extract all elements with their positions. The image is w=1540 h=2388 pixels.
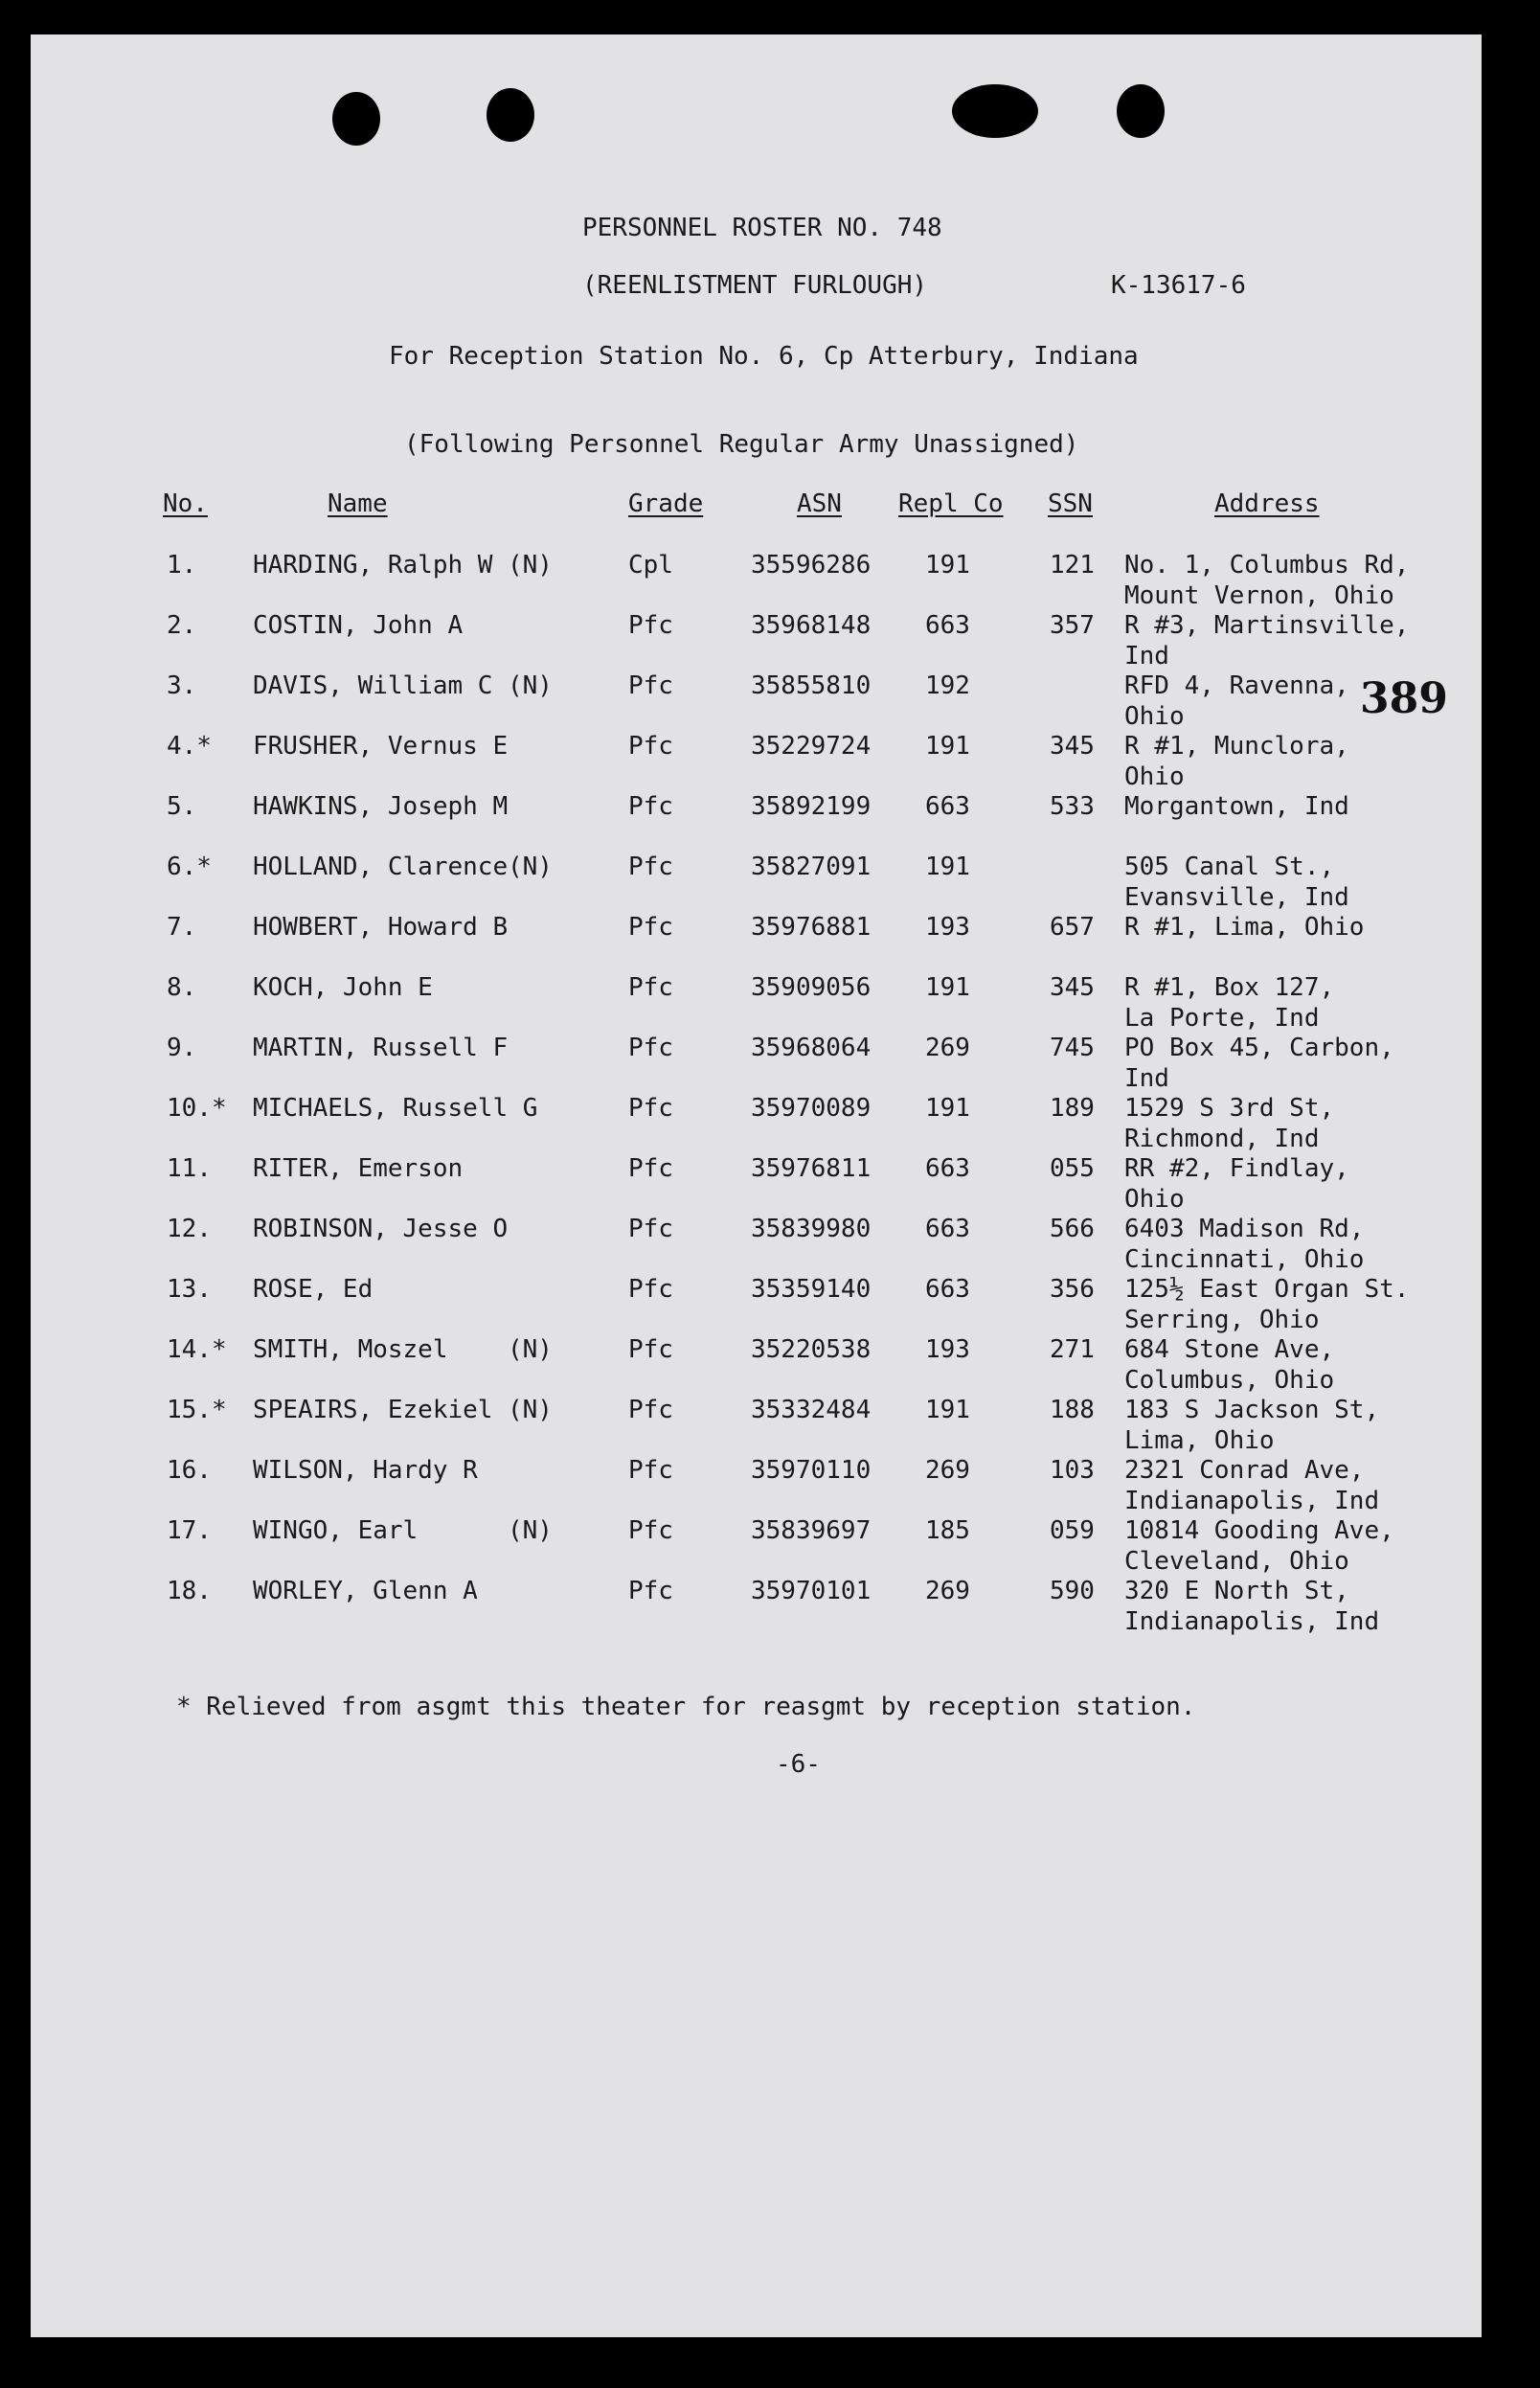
row-address-line1: No. 1, Columbus Rd, (1124, 551, 1410, 580)
row-name: WILSON, Hardy R (253, 1456, 478, 1485)
row-asn: 35970110 (751, 1456, 872, 1485)
row-ssn: 103 (1050, 1456, 1095, 1485)
row-asn: 35970101 (751, 1577, 872, 1605)
row-name: ROSE, Ed (253, 1275, 374, 1304)
personnel-note: (Following Personnel Regular Army Unassigned) (404, 430, 1079, 459)
row-ssn: 357 (1050, 611, 1095, 640)
row-grade: Pfc (628, 1094, 673, 1123)
row-asn: 35968064 (751, 1034, 872, 1062)
row-name: WINGO, Earl (253, 1516, 419, 1545)
row-grade: Pfc (628, 1034, 673, 1062)
row-asn: 35229724 (751, 732, 872, 761)
row-native-flag: (N) (508, 551, 553, 580)
row-grade: Pfc (628, 1516, 673, 1545)
row-number: 13. (167, 1275, 212, 1304)
row-address-line1: 125½ East Organ St. (1124, 1275, 1410, 1304)
row-address-line2: Ind (1124, 1064, 1169, 1093)
row-number: 5. (167, 792, 197, 821)
row-name: DAVIS, William C (253, 671, 493, 700)
row-ssn: 345 (1050, 732, 1095, 761)
row-repl-co: 191 (925, 551, 970, 580)
row-address-line1: 10814 Gooding Ave, (1124, 1516, 1394, 1545)
row-name: MARTIN, Russell F (253, 1034, 509, 1062)
footnote: * Relieved from asgmt this theater for reasgmt by reception station. (176, 1693, 1196, 1721)
row-ssn: 059 (1050, 1516, 1095, 1545)
row-asn: 35596286 (751, 551, 872, 580)
station-line: For Reception Station No. 6, Cp Atterbury, Indiana (389, 342, 1139, 371)
row-asn: 35839697 (751, 1516, 872, 1545)
row-repl-co: 191 (925, 1396, 970, 1424)
row-address-line1: R #1, Box 127, (1124, 973, 1335, 1002)
row-address-line2: Ohio (1124, 702, 1185, 731)
row-number: 12. (167, 1215, 212, 1243)
row-address-line2: Cincinnati, Ohio (1124, 1245, 1365, 1274)
row-address-line2: Serring, Ohio (1124, 1306, 1320, 1334)
row-asn: 35855810 (751, 671, 872, 700)
row-asn: 35892199 (751, 792, 872, 821)
row-grade: Pfc (628, 611, 673, 640)
row-asn: 35976811 (751, 1154, 872, 1183)
row-address-line2: Evansville, Ind (1124, 883, 1349, 912)
row-number: 10.* (167, 1094, 227, 1123)
row-ssn: 590 (1050, 1577, 1095, 1605)
row-name: SPEAIRS, Ezekiel (253, 1396, 493, 1424)
row-address-line1: 6403 Madison Rd, (1124, 1215, 1365, 1243)
row-number: 6.* (167, 853, 212, 881)
col-header-asn: ASN (797, 489, 842, 518)
row-address-line2: Indianapolis, Ind (1124, 1607, 1380, 1636)
row-grade: Pfc (628, 913, 673, 942)
row-repl-co: 185 (925, 1516, 970, 1545)
row-address-line2: Cleveland, Ohio (1124, 1547, 1349, 1576)
row-asn: 35220538 (751, 1335, 872, 1364)
roster-subtitle: (REENLISTMENT FURLOUGH) (582, 271, 928, 300)
row-address-line1: 505 Canal St., (1124, 853, 1335, 881)
row-address-line1: RFD 4, Ravenna, (1124, 671, 1349, 700)
row-asn: 35827091 (751, 853, 872, 881)
row-grade: Pfc (628, 1396, 673, 1424)
row-address-line2: Indianapolis, Ind (1124, 1487, 1380, 1515)
punch-hole (1117, 84, 1165, 138)
col-header-address: Address (1214, 489, 1320, 518)
punch-hole (952, 84, 1038, 138)
row-asn: 35968148 (751, 611, 872, 640)
row-name: ROBINSON, Jesse O (253, 1215, 509, 1243)
row-grade: Pfc (628, 1275, 673, 1304)
file-number: K-13617-6 (1111, 271, 1246, 300)
row-address-line1: 684 Stone Ave, (1124, 1335, 1335, 1364)
roster-page (31, 34, 1482, 2337)
row-repl-co: 191 (925, 732, 970, 761)
row-ssn: 657 (1050, 913, 1095, 942)
row-native-flag: (N) (508, 1516, 553, 1545)
row-native-flag: (N) (508, 671, 553, 700)
row-asn: 35976881 (751, 913, 872, 942)
row-asn: 35909056 (751, 973, 872, 1002)
row-native-flag: (N) (508, 853, 553, 881)
row-address-line2: Ohio (1124, 1185, 1185, 1214)
row-ssn: 533 (1050, 792, 1095, 821)
row-repl-co: 663 (925, 792, 970, 821)
row-number: 1. (167, 551, 197, 580)
row-ssn: 189 (1050, 1094, 1095, 1123)
row-number: 3. (167, 671, 197, 700)
row-repl-co: 191 (925, 853, 970, 881)
page-number: -6- (776, 1750, 821, 1779)
row-grade: Pfc (628, 973, 673, 1002)
row-repl-co: 193 (925, 913, 970, 942)
row-address-line2: Mount Vernon, Ohio (1124, 581, 1394, 610)
row-number: 2. (167, 611, 197, 640)
row-grade: Pfc (628, 1335, 673, 1364)
col-header-no: No. (163, 489, 208, 518)
col-header-repl-co: Repl Co (898, 489, 1004, 518)
row-native-flag: (N) (508, 1396, 553, 1424)
row-grade: Pfc (628, 732, 673, 761)
row-name: SMITH, Moszel (253, 1335, 448, 1364)
row-ssn: 121 (1050, 551, 1095, 580)
row-grade: Pfc (628, 1154, 673, 1183)
col-header-grade: Grade (628, 489, 704, 518)
row-address-line1: R #1, Munclora, (1124, 732, 1349, 761)
row-name: COSTIN, John A (253, 611, 464, 640)
row-number: 15.* (167, 1396, 227, 1424)
row-address-line2: Richmond, Ind (1124, 1125, 1320, 1153)
row-number: 14.* (167, 1335, 227, 1364)
row-address-line1: Morgantown, Ind (1124, 792, 1349, 821)
row-address-line1: PO Box 45, Carbon, (1124, 1034, 1394, 1062)
row-ssn: 566 (1050, 1215, 1095, 1243)
row-ssn: 188 (1050, 1396, 1095, 1424)
row-address-line1: 1529 S 3rd St, (1124, 1094, 1335, 1123)
row-repl-co: 191 (925, 1094, 970, 1123)
row-number: 9. (167, 1034, 197, 1062)
row-repl-co: 193 (925, 1335, 970, 1364)
row-grade: Pfc (628, 853, 673, 881)
row-number: 4.* (167, 732, 212, 761)
row-repl-co: 192 (925, 671, 970, 700)
row-ssn: 345 (1050, 973, 1095, 1002)
row-asn: 35970089 (751, 1094, 872, 1123)
row-grade: Pfc (628, 1577, 673, 1605)
row-address-line2: La Porte, Ind (1124, 1004, 1320, 1033)
row-number: 8. (167, 973, 197, 1002)
row-grade: Cpl (628, 551, 673, 580)
row-address-line1: 2321 Conrad Ave, (1124, 1456, 1365, 1485)
row-number: 7. (167, 913, 197, 942)
row-number: 17. (167, 1516, 212, 1545)
row-name: MICHAELS, Russell G (253, 1094, 538, 1123)
row-address-line1: 183 S Jackson St, (1124, 1396, 1380, 1424)
row-address-line2: Ind (1124, 642, 1169, 671)
row-ssn: 356 (1050, 1275, 1095, 1304)
row-address-line2: Columbus, Ohio (1124, 1366, 1335, 1395)
row-repl-co: 663 (925, 1215, 970, 1243)
row-address-line1: 320 E North St, (1124, 1577, 1349, 1605)
page-stamp-number: 389 (1360, 674, 1448, 723)
row-number: 16. (167, 1456, 212, 1485)
row-name: HARDING, Ralph W (253, 551, 493, 580)
row-address-line2: Lima, Ohio (1124, 1426, 1275, 1455)
row-ssn: 745 (1050, 1034, 1095, 1062)
row-grade: Pfc (628, 671, 673, 700)
row-repl-co: 269 (925, 1034, 970, 1062)
row-repl-co: 269 (925, 1577, 970, 1605)
row-name: FRUSHER, Vernus E (253, 732, 509, 761)
row-name: WORLEY, Glenn A (253, 1577, 478, 1605)
row-name: HOLLAND, Clarence (253, 853, 509, 881)
row-asn: 35332484 (751, 1396, 872, 1424)
row-address-line1: R #1, Lima, Ohio (1124, 913, 1365, 942)
row-name: HAWKINS, Joseph M (253, 792, 509, 821)
row-name: KOCH, John E (253, 973, 433, 1002)
punch-hole (487, 88, 534, 142)
col-header-ssn: SSN (1048, 489, 1093, 518)
row-name: RITER, Emerson (253, 1154, 464, 1183)
row-asn: 35839980 (751, 1215, 872, 1243)
row-repl-co: 191 (925, 973, 970, 1002)
row-address-line2: Ohio (1124, 762, 1185, 791)
row-number: 11. (167, 1154, 212, 1183)
row-asn: 35359140 (751, 1275, 872, 1304)
row-repl-co: 663 (925, 1275, 970, 1304)
row-repl-co: 663 (925, 611, 970, 640)
row-repl-co: 269 (925, 1456, 970, 1485)
row-address-line1: RR #2, Findlay, (1124, 1154, 1349, 1183)
punch-hole (332, 92, 380, 146)
row-ssn: 271 (1050, 1335, 1095, 1364)
row-native-flag: (N) (508, 1335, 553, 1364)
row-number: 18. (167, 1577, 212, 1605)
roster-title: PERSONNEL ROSTER NO. 748 (582, 214, 942, 242)
col-header-name: Name (328, 489, 388, 518)
row-name: HOWBERT, Howard B (253, 913, 509, 942)
row-repl-co: 663 (925, 1154, 970, 1183)
row-address-line1: R #3, Martinsville, (1124, 611, 1410, 640)
row-ssn: 055 (1050, 1154, 1095, 1183)
row-grade: Pfc (628, 792, 673, 821)
row-grade: Pfc (628, 1215, 673, 1243)
row-grade: Pfc (628, 1456, 673, 1485)
